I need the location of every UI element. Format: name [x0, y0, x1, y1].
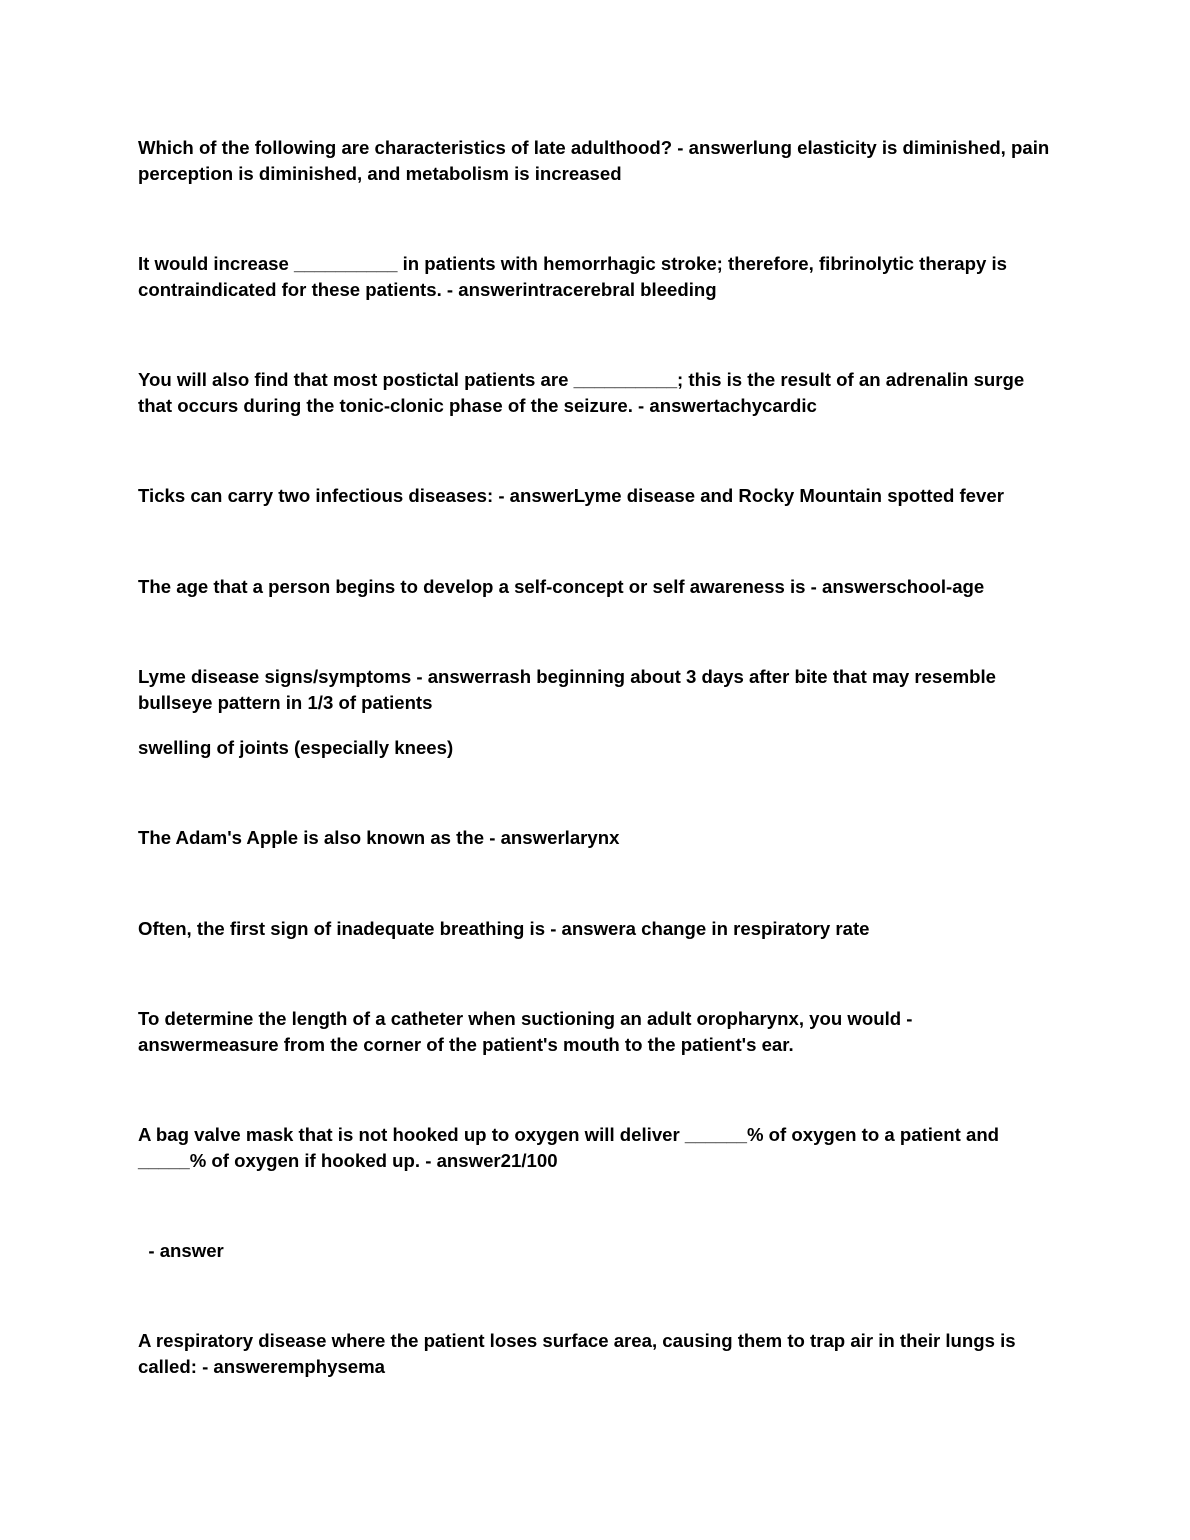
qa-item-hemorrhagic-stroke: It would increase __________ in patients with hemorrhagic stroke; therefore, fibrinolytic therapy is contraindicated for these patients. - answerintracerebral bleeding [138, 253, 1008, 300]
qa-item-empty-answer: - answer [138, 1240, 224, 1261]
qa-item-late-adulthood: Which of the following are characteristics of late adulthood? - answerlung elasticity is diminished, pain perception is diminished, and metabolism is increased [138, 137, 1050, 184]
qa-item-inadequate-breathing: Often, the first sign of inadequate breathing is - answera change in respiratory rate [138, 918, 870, 939]
qa-item-postictal: You will also find that most postictal patients are __________; this is the result of an adrenalin surge that occurs during the tonic-clonic phase of the seizure. - answertachycardic [138, 369, 1025, 416]
qa-item-catheter-length: To determine the length of a catheter when suctioning an adult oropharynx, you would - answermeasure from the corner of the patient's mouth to the patient's ear. [138, 1008, 913, 1055]
qa-item-emphysema: A respiratory disease where the patient loses surface area, causing them to trap air in their lungs is called: - answeremphysema [138, 1330, 1016, 1377]
qa-item-bag-valve-mask: A bag valve mask that is not hooked up to oxygen will deliver ______% of oxygen to a patient and _____% of oxygen if hooked up. - answer21/100 [138, 1124, 1000, 1171]
qa-item-lyme-symptoms: Lyme disease signs/symptoms - answerrash beginning about 3 days after bite that may resemble bullseye pattern in 1/3 of patients [138, 666, 996, 713]
qa-item-ticks: Ticks can carry two infectious diseases: - answerLyme disease and Rocky Mountain spotted fever [138, 485, 1004, 506]
qa-item-self-concept: The age that a person begins to develop a self-concept or self awareness is - answerschool-age [138, 576, 985, 597]
qa-item-lyme-symptoms-continued: swelling of joints (especially knees) [138, 737, 454, 758]
qa-item-adams-apple: The Adam's Apple is also known as the - answerlarynx [138, 827, 620, 848]
